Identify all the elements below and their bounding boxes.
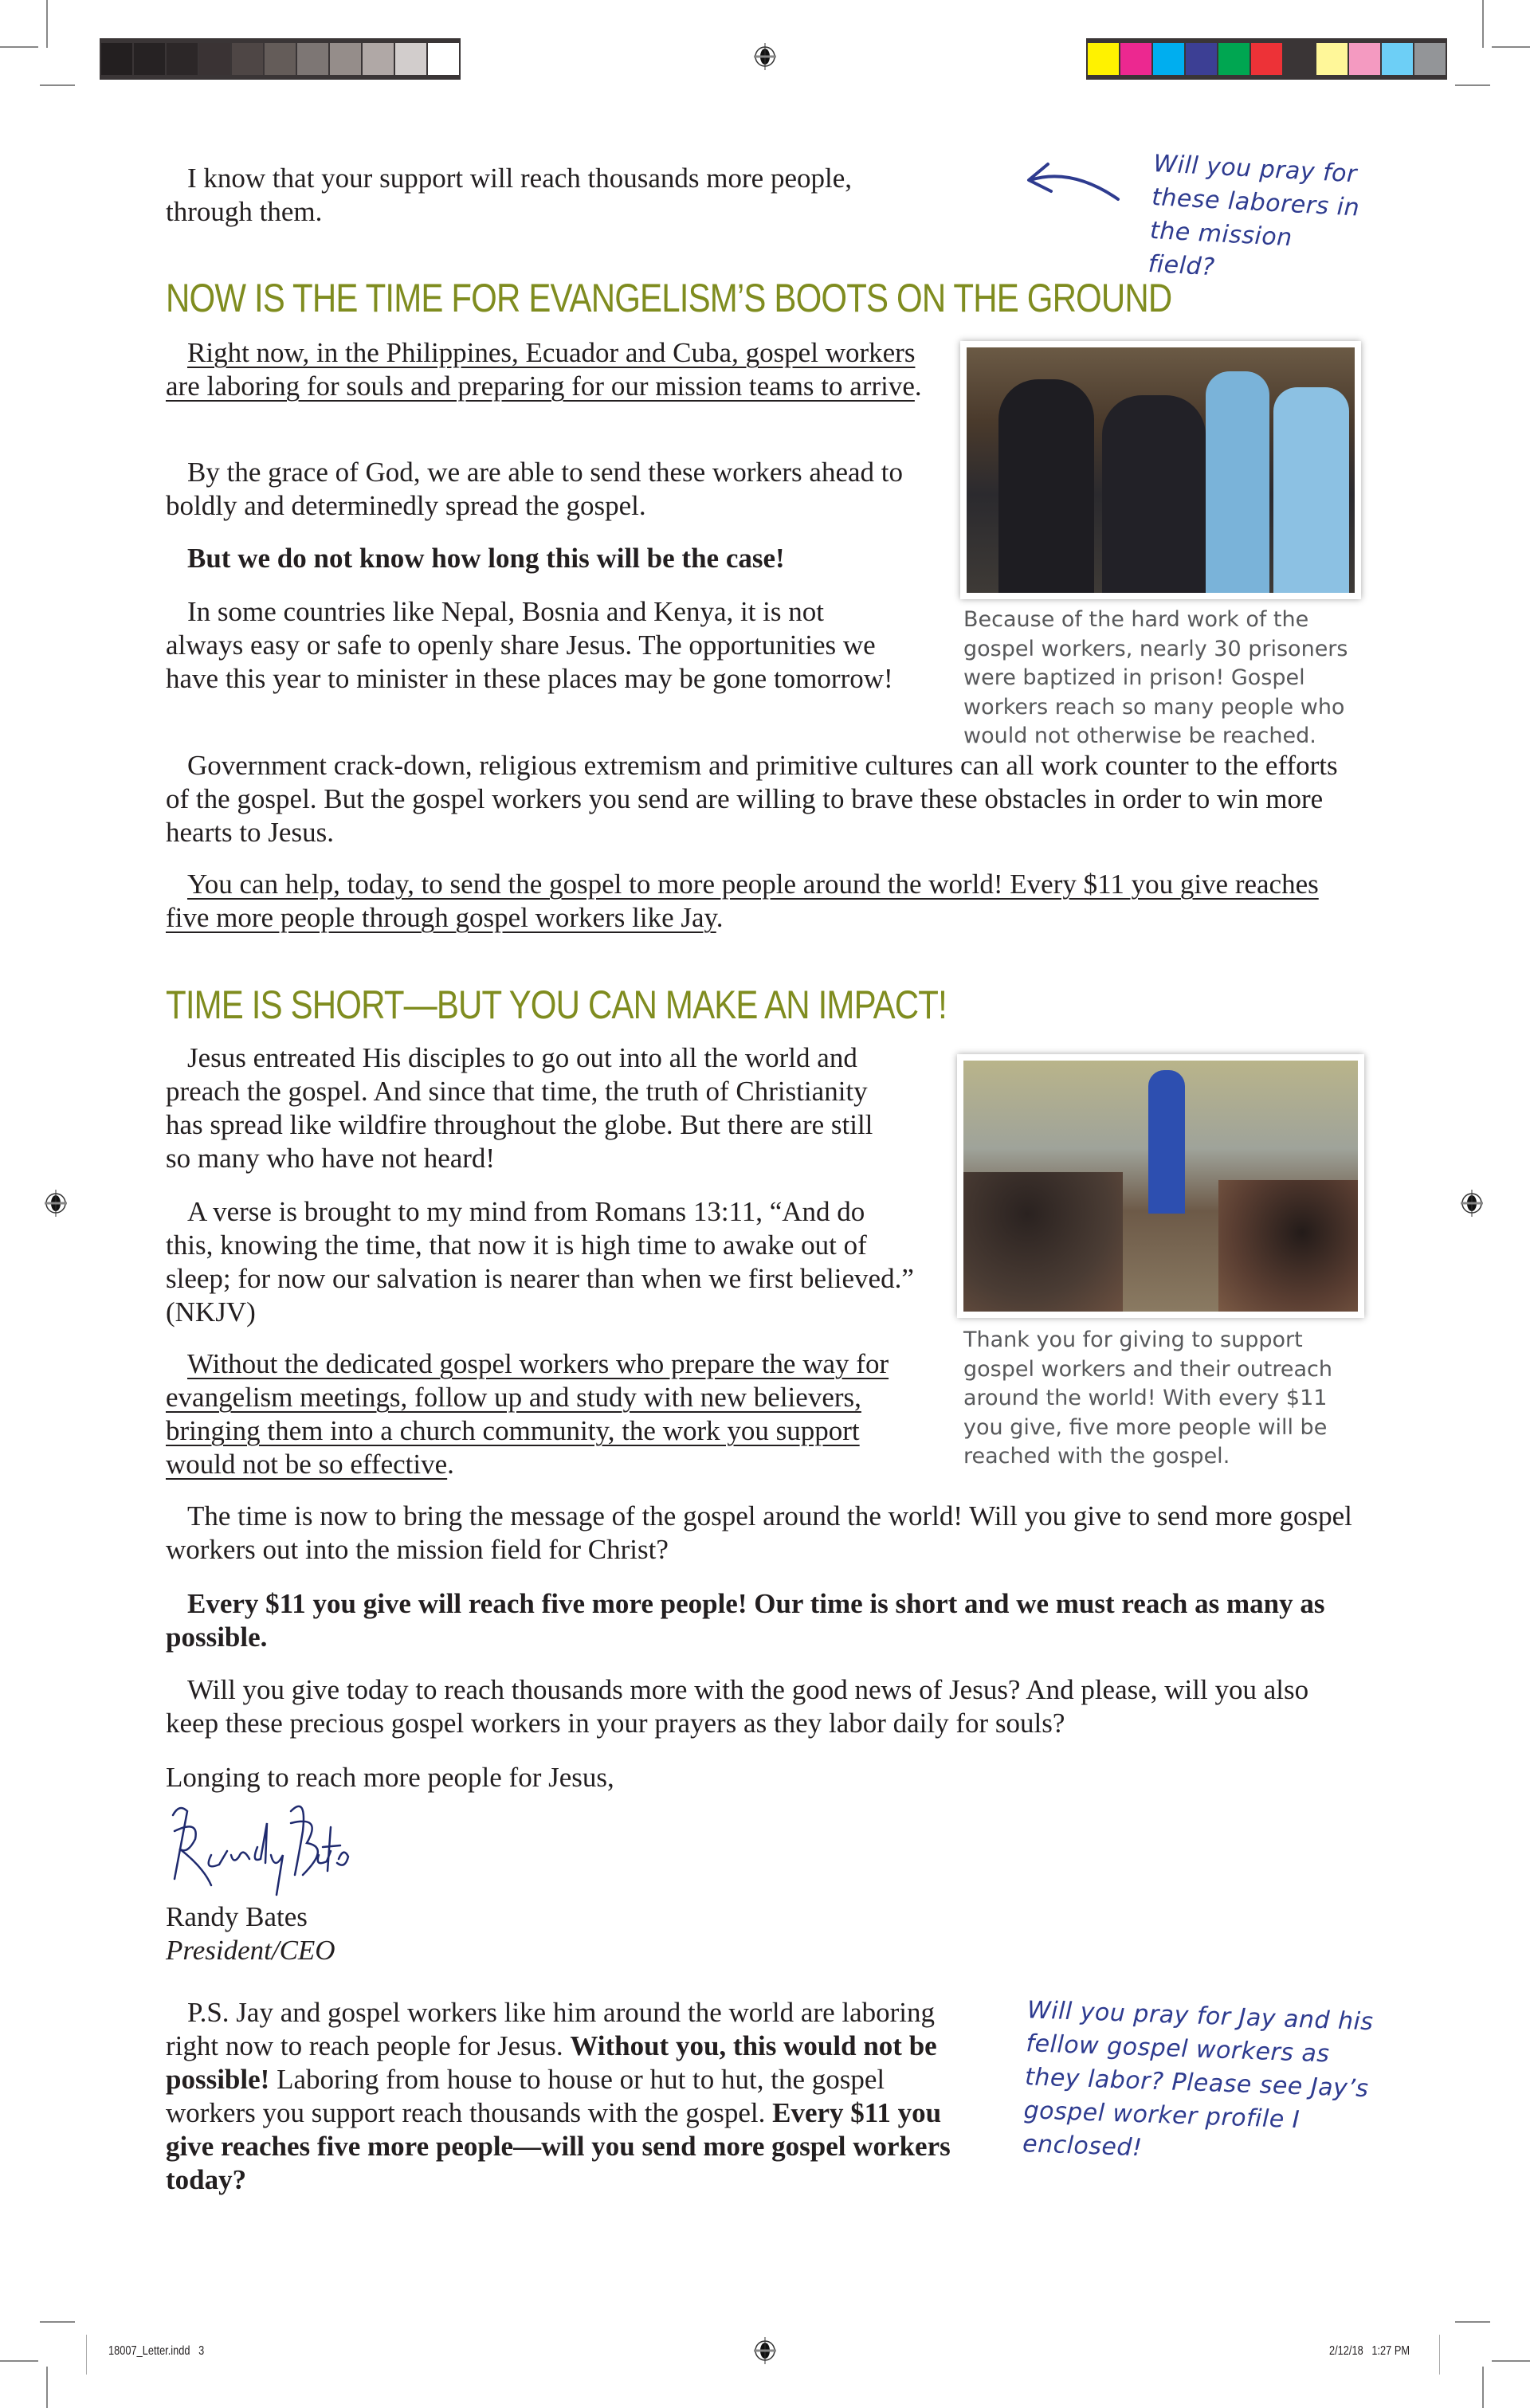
registration-mark-icon [751, 2335, 779, 2366]
signer-name: Randy Bates [166, 1901, 308, 1932]
photo-prison-baptism [960, 341, 1361, 599]
paragraph [166, 1347, 931, 1481]
crop-mark [1455, 2321, 1490, 2323]
photo-caption: Thank you for giving to support gospel workers and their outreach around the world! With every $11 you give, five more people will be reached with the gospel. [963, 1328, 1333, 1469]
closing-line: Longing to reach more people for Jesus, [166, 1762, 614, 1793]
paragraph: Will you give today to reach thousands more with the good news of Jesus? And please, will you also keep these precious gospel workers in your prayers as they labor daily for souls? [166, 1674, 1309, 1739]
ps-text-bold: Without you, this would not be possible! [166, 2030, 937, 2095]
signer-title: President/CEO [166, 1935, 335, 1966]
color-swatch [1120, 43, 1151, 75]
color-swatch [1186, 43, 1217, 75]
color-swatch [134, 43, 165, 75]
crop-mark [46, 2367, 48, 2408]
punctuation: . [716, 902, 724, 933]
crop-mark [46, 0, 48, 48]
arrow-left-icon [1024, 159, 1128, 207]
crop-mark [0, 2360, 38, 2362]
ps-text-bold: Every $11 you give reaches five more people—will you send more gospel workers today? [166, 2097, 951, 2195]
slug-line [86, 2335, 87, 2375]
underlined-text: Without the dedicated gospel workers who prepare the way for evangelism meetings, follow up and study with new believers, bringing them into a church community, the work you support would not be so effective [166, 1348, 889, 1480]
paragraph [166, 868, 1361, 935]
color-swatch [1316, 43, 1348, 75]
handwritten-note-bottom: Will you pray for Jay and his fellow gospel workers as they labor? Please see Jay’s gospel worker profile I enclosed! [1022, 1996, 1375, 2163]
paragraph: Government crack-down, religious extremism and primitive cultures can all work counter to the efforts of the gospel. But the gospel workers you send are willing to brave these obstacles in order to win more hearts to Jesus. [166, 750, 1338, 848]
crop-mark [40, 2321, 75, 2323]
section-heading-time-is-short: TIME IS SHORT—BUT YOU CAN MAKE AN IMPACT! [166, 982, 947, 1027]
paragraph-bold: Every $11 you give will reach five more people! Our time is short and we must reach as many as possible. [166, 1588, 1325, 1653]
crop-mark [1482, 0, 1484, 48]
color-swatch [363, 43, 394, 75]
registration-mark-icon [1457, 1188, 1486, 1218]
color-swatch [330, 43, 361, 75]
color-swatch [1218, 43, 1250, 75]
underlined-text: You can help, today, to send the gospel to more people around the world! Every $11 you give reaches five more people through gospel workers like Jay [166, 869, 1319, 933]
color-swatch [199, 43, 230, 75]
color-swatch [1284, 43, 1315, 75]
slug-line [1439, 2335, 1440, 2375]
color-swatch [1382, 43, 1413, 75]
punctuation: . [447, 1449, 454, 1480]
photo-figure [1273, 387, 1349, 594]
paragraph: A verse is brought to my mind from Romans 13:11, “And do this, knowing the time, that now it is high time to awake out of sleep; for now our salvation is nearer than when we first believed.” (NKJV) [166, 1196, 914, 1328]
signature [163, 1799, 355, 1899]
handwritten-note-top: Will you pray for these laborers in the mission field? [1147, 150, 1360, 282]
photo-figure [1102, 395, 1206, 594]
paragraph: Jesus entreated His disciples to go out into all the world and preach the gospel. And since that time, the truth of Christianity has spread like wildfire throughout the globe. But there are still so many who have not heard! [166, 1042, 873, 1174]
photo-figure [998, 379, 1094, 594]
paragraph [166, 336, 931, 403]
ps-text: P.S. Jay and gospel workers like him around the world are laboring right now to reach people for Jesus. [166, 1997, 936, 2061]
color-swatch [1088, 43, 1119, 75]
color-swatch [1349, 43, 1380, 75]
crop-mark [1492, 2360, 1530, 2362]
ps-text: Laboring from house to house or hut to hut, the gospel workers you support reach thousands with the gospel. [166, 2064, 885, 2128]
paragraph: The time is now to bring the message of the gospel around the world! Will you give to send more gospel workers out into the mission field for Christ? [166, 1500, 1352, 1565]
intro-paragraph: I know that your support will reach thousands more people, through them. [166, 163, 852, 227]
photo-figure [1148, 1070, 1185, 1214]
registration-mark-icon [41, 1188, 70, 1218]
crop-mark [40, 84, 75, 86]
paragraph-bold: But we do not know how long this will be the case! [187, 543, 785, 574]
underlined-text: Right now, in the Philippines, Ecuador and Cuba, gospel workers are laboring for souls and preparing for our mission teams to arrive [166, 337, 916, 402]
photo-caption: Because of the hard work of the gospel workers, nearly 30 prisoners were baptized in prison! Gospel workers reach so many people who would not otherwise be reached. [963, 607, 1348, 749]
photo-audience [963, 1172, 1123, 1312]
color-swatch [1414, 43, 1446, 75]
color-swatch [297, 43, 328, 75]
color-swatch [1153, 43, 1184, 75]
crop-mark [0, 46, 38, 48]
punctuation: . [914, 371, 922, 402]
color-swatch [167, 43, 198, 75]
color-swatch [1251, 43, 1282, 75]
footer-timestamp: 2/12/18 1:27 PM [1329, 2344, 1410, 2358]
registration-mark-icon [751, 41, 779, 72]
photo-figure [1206, 371, 1269, 594]
color-swatch [232, 43, 263, 75]
crop-mark [1482, 2367, 1484, 2408]
color-swatch [101, 43, 132, 75]
process-color-bar [1086, 38, 1447, 80]
grayscale-color-bar [100, 38, 461, 80]
postscript [166, 1996, 963, 2197]
color-swatch [265, 43, 296, 75]
photo-audience [1218, 1180, 1358, 1312]
photo-church-outreach [957, 1054, 1364, 1318]
footer-filename: 18007_Letter.indd 3 [108, 2344, 205, 2358]
color-swatch [395, 43, 426, 75]
paragraph: In some countries like Nepal, Bosnia and Kenya, it is not always easy or safe to openly share Jesus. The opportunities we have this year to minister in these places may be gone tomorrow! [166, 596, 893, 694]
color-swatch [428, 43, 459, 75]
crop-mark [1492, 46, 1530, 48]
paragraph: By the grace of God, we are able to send these workers ahead to boldly and determinedly spread the gospel. [166, 457, 903, 521]
section-heading-evangelism: NOW IS THE TIME FOR EVANGELISM’S BOOTS ON THE GROUND [166, 276, 1172, 320]
crop-mark [1455, 84, 1490, 86]
